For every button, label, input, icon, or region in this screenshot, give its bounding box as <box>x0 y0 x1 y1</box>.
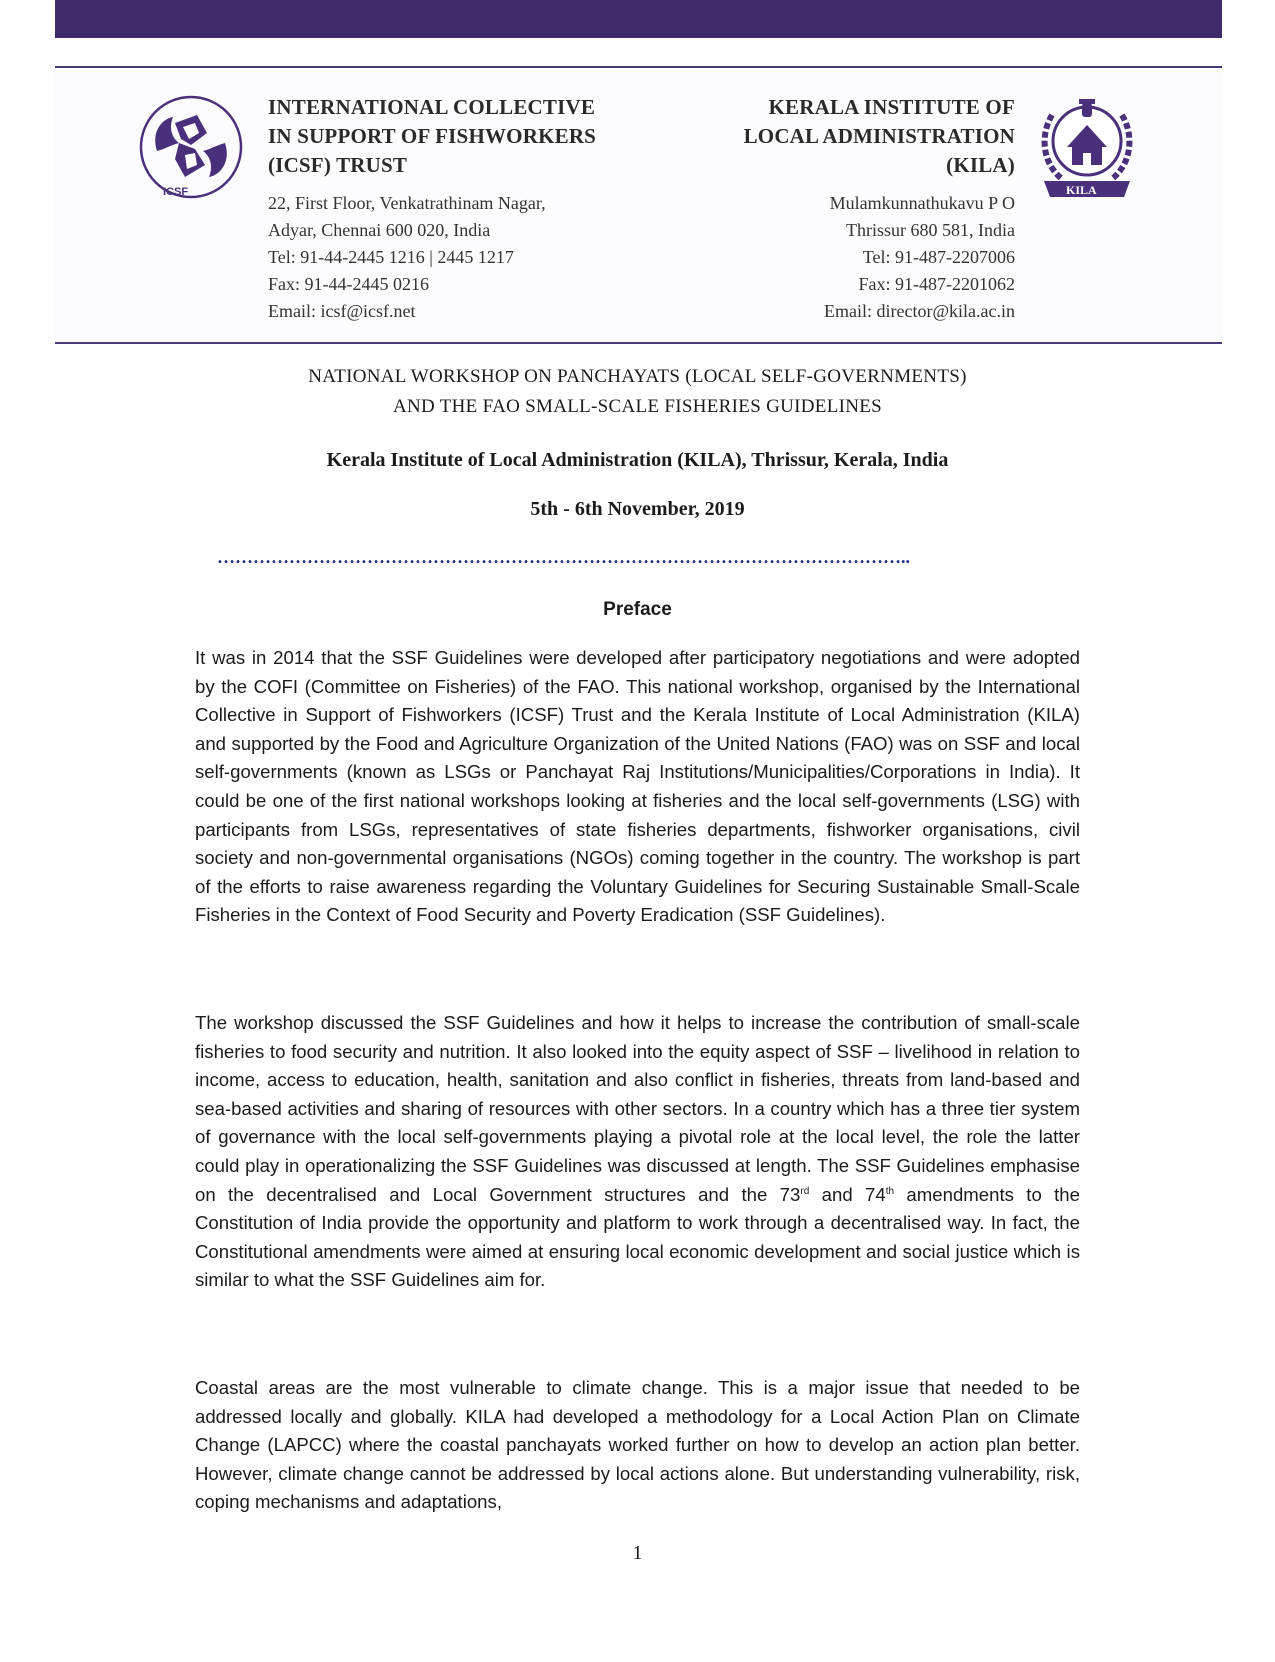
header-rule-top <box>55 66 1222 68</box>
page-number: 1 <box>632 1542 643 1564</box>
dotted-separator: …………………………………………………………………………………………………….. <box>217 547 910 567</box>
icsf-fax: Fax: 91-44-2445 0216 <box>268 274 429 294</box>
icsf-name <box>268 93 668 180</box>
paragraph-1: It was in 2014 that the SSF Guidelines were developed after participatory negotiations and were adopted by the COFI (Committee on Fisheries) of the FAO. This national workshop, organised by the International Collective in Support of Fishworkers (ICSF) Trust and the Kerala Institute of Local Administration (KILA) and supported by the Food and Agriculture Organization of the United Nations (FAO) was on SSF and local self-governments (known as LSGs or Panchayat Raj Institutions/Municipalities/Corporations in India). It could be one of the first national workshops looking at fisheries and the local self-governments (LSG) with participants from LSGs, representatives of state fisheries departments, fishworker organisations, civil society and non-governmental organisations (NGOs) coming together in the country. The workshop is part of the efforts to raise awareness regarding the Voluntary Guidelines for Securing Sustainable Small-Scale Fisheries in the Context of Food Security and Poverty Eradication (SSF Guidelines). <box>195 647 1080 926</box>
svg-text:ICSF: ICSF <box>163 186 189 198</box>
kila-name-line: LOCAL ADMINISTRATION <box>743 124 1015 148</box>
paragraph-2 <box>195 1009 1080 1295</box>
fish-hands-icon <box>155 115 227 177</box>
kila-name-line: (KILA) <box>946 153 1015 177</box>
kila-address <box>690 190 1015 325</box>
icsf-logo <box>135 93 247 205</box>
header-band <box>55 0 1222 38</box>
superscript-rd: rd <box>800 1185 810 1197</box>
paragraph-2-part: The workshop discussed the SSF Guidelines and how it helps to increase the contribution of small-scale fisheries to food security and nutrition. It also looked into the equity aspect of SSF – livelihood in relation to income, access to education, health, sanitation and also conflict in fisheries, threats from land-based and sea-based activities and sharing of resources with other sectors. In a country which has a three tier system of governance with the local self-governments playing a pivotal role at the local level, the role the latter could play in operationalizing the SSF Guidelines was discussed at length. The SSF Guidelines emphasise on the decentralised and Local Government structures and the 73 <box>195 1012 1080 1205</box>
svg-text:KILA: KILA <box>1066 183 1097 197</box>
kila-block <box>690 93 1015 325</box>
kila-address-line: Thrissur 680 581, India <box>846 220 1015 240</box>
icsf-block <box>268 93 668 325</box>
paragraph-3: Coastal areas are the most vulnerable to climate change. This is a major issue that needed to be addressed locally and globally. KILA had developed a methodology for a Local Action Plan on Climate Change (LAPCC) where the coastal panchayats worked further on how to develop an action plan better. However, climate change cannot be addressed by local actions alone. But understanding vulnerability, risk, coping mechanisms and adaptations, <box>195 1377 1080 1513</box>
workshop-title-line: AND THE FAO SMALL-SCALE FISHERIES GUIDELINES <box>392 396 883 417</box>
icsf-address-line: 22, First Floor, Venkatrathinam Nagar, <box>268 193 546 213</box>
preface-heading: Preface <box>603 599 672 620</box>
kila-fax: Fax: 91-487-2201062 <box>858 274 1015 294</box>
kila-logo <box>1032 85 1142 205</box>
header-rule-bottom <box>55 342 1222 344</box>
kila-email[interactable]: Email: director@kila.ac.in <box>823 301 1015 321</box>
kila-name <box>690 93 1015 180</box>
kila-phone: Tel: 91-487-2207006 <box>862 247 1015 267</box>
icsf-address-line: Adyar, Chennai 600 020, India <box>268 220 491 240</box>
workshop-title-line: NATIONAL WORKSHOP ON PANCHAYATS (LOCAL SELF-GOVERNMENTS) <box>308 366 967 387</box>
icsf-name-line: IN SUPPORT OF FISHWORKERS <box>268 124 597 148</box>
workshop-venue: Kerala Institute of Local Administration (KILA), Thrissur, Kerala, India <box>326 449 949 471</box>
icsf-name-line: INTERNATIONAL COLLECTIVE <box>268 95 596 119</box>
paragraph-2-part: and 74 <box>809 1183 886 1205</box>
kila-name-line: KERALA INSTITUTE OF <box>768 95 1015 119</box>
icsf-phone: Tel: 91-44-2445 1216 | 2445 1217 <box>268 247 514 267</box>
icsf-name-line: (ICSF) TRUST <box>268 153 408 177</box>
workshop-dates: 5th - 6th November, 2019 <box>530 498 745 520</box>
icsf-address <box>268 190 668 325</box>
workshop-title <box>120 362 1155 422</box>
superscript-th: th <box>885 1185 895 1197</box>
paragraph-2-part: amendments to the Constitution of India provide the opportunity and platform to work through a decentralised way. In fact, the Constitutional amendments were aimed at ensuring local economic development and social justice which is similar to what the SSF Guidelines aim for. <box>195 1183 1080 1291</box>
icsf-email[interactable]: Email: icsf@icsf.net <box>268 301 416 321</box>
kila-address-line: Mulamkunnathukavu P O <box>829 193 1015 213</box>
